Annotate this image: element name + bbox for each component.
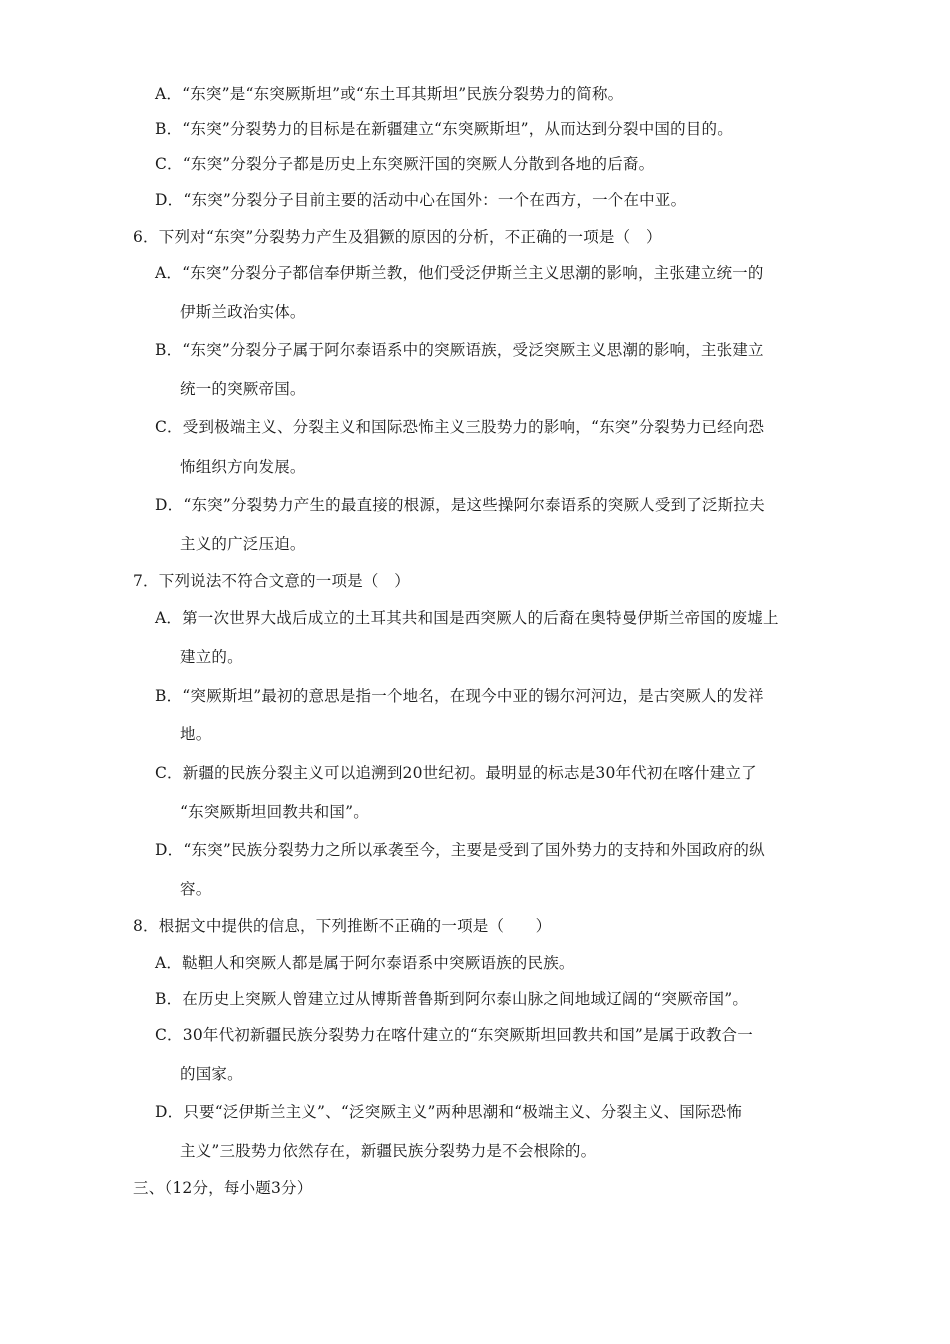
prev-option-c: C．“东突”分裂分子都是历史上东突厥汗国的突厥人分散到各地的后裔。 bbox=[155, 155, 655, 173]
q6-option-c: C．受到极端主义、分裂主义和国际恐怖主义三股势力的影响，“东突”分裂势力已经向恐 bbox=[155, 418, 765, 436]
q6-option-c-cont: 怖组织方向发展。 bbox=[180, 458, 306, 476]
prev-option-d: D．“东突”分裂分子目前主要的活动中心在国外：一个在西方，一个在中亚。 bbox=[155, 191, 687, 209]
q6-option-d: D．“东突”分裂势力产生的最直接的根源，是这些操阿尔泰语系的突厥人受到了泛斯拉夫 bbox=[155, 496, 765, 514]
q7-option-d: D．“东突”民族分裂势力之所以承袭至今，主要是受到了国外势力的支持和外国政府的纵 bbox=[155, 841, 765, 859]
q6-option-d-cont: 主义的广泛压迫。 bbox=[180, 535, 306, 553]
q6-option-b-cont: 统一的突厥帝国。 bbox=[180, 380, 306, 398]
q7-option-d-cont: 容。 bbox=[180, 880, 212, 898]
q8-option-d-cont: 主义”三股势力依然存在，新疆民族分裂势力是不会根除的。 bbox=[180, 1142, 597, 1160]
q7-option-b-cont: 地。 bbox=[180, 725, 212, 743]
q8-option-c: C．30年代初新疆民族分裂势力在喀什建立的“东突厥斯坦回教共和国”是属于政教合一 bbox=[155, 1026, 753, 1044]
question-7-stem: 7．下列说法不符合文意的一项是（ ） bbox=[133, 572, 410, 590]
q7-option-c-cont: “东突厥斯坦回教共和国”。 bbox=[180, 803, 369, 821]
q6-option-a-cont: 伊斯兰政治实体。 bbox=[180, 303, 306, 321]
q8-option-d: D．只要“泛伊斯兰主义”、“泛突厥主义”两种思潮和“极端主义、分裂主义、国际恐怖 bbox=[155, 1103, 743, 1121]
prev-option-a: A．“东突”是“东突厥斯坦”或“东土耳其斯坦”民族分裂势力的简称。 bbox=[155, 85, 624, 103]
q6-option-a: A．“东突”分裂分子都信奉伊斯兰教，他们受泛伊斯兰主义思潮的影响，主张建立统一的 bbox=[155, 264, 764, 282]
section-3-heading: 三、（12分，每小题3分） bbox=[133, 1179, 313, 1197]
q7-option-a-cont: 建立的。 bbox=[180, 648, 243, 666]
q8-option-c-cont: 的国家。 bbox=[180, 1065, 243, 1083]
q8-option-a: A．鞑靼人和突厥人都是属于阿尔泰语系中突厥语族的民族。 bbox=[155, 954, 575, 972]
q6-option-b: B．“东突”分裂分子属于阿尔泰语系中的突厥语族，受泛突厥主义思潮的影响，主张建立 bbox=[155, 341, 764, 359]
q8-option-b: B．在历史上突厥人曾建立过从博斯普鲁斯到阿尔泰山脉之间地域辽阔的“突厥帝国”。 bbox=[155, 990, 749, 1008]
prev-option-b: B．“东突”分裂势力的目标是在新疆建立“东突厥斯坦”，从而达到分裂中国的目的。 bbox=[155, 120, 733, 138]
question-6-stem: 6．下列对“东突”分裂势力产生及猖獗的原因的分析，不正确的一项是（ ） bbox=[133, 228, 662, 246]
q7-option-a: A．第一次世界大战后成立的土耳其共和国是西突厥人的后裔在奥特曼伊斯兰帝国的废墟上 bbox=[155, 609, 779, 627]
q7-option-b: B．“突厥斯坦”最初的意思是指一个地名，在现今中亚的锡尔河河边，是古突厥人的发祥 bbox=[155, 687, 764, 705]
q7-option-c: C．新疆的民族分裂主义可以追溯到20世纪初。最明显的标志是30年代初在喀什建立了 bbox=[155, 764, 757, 782]
question-8-stem: 8．根据文中提供的信息，下列推断不正确的一项是（ ） bbox=[133, 917, 552, 935]
